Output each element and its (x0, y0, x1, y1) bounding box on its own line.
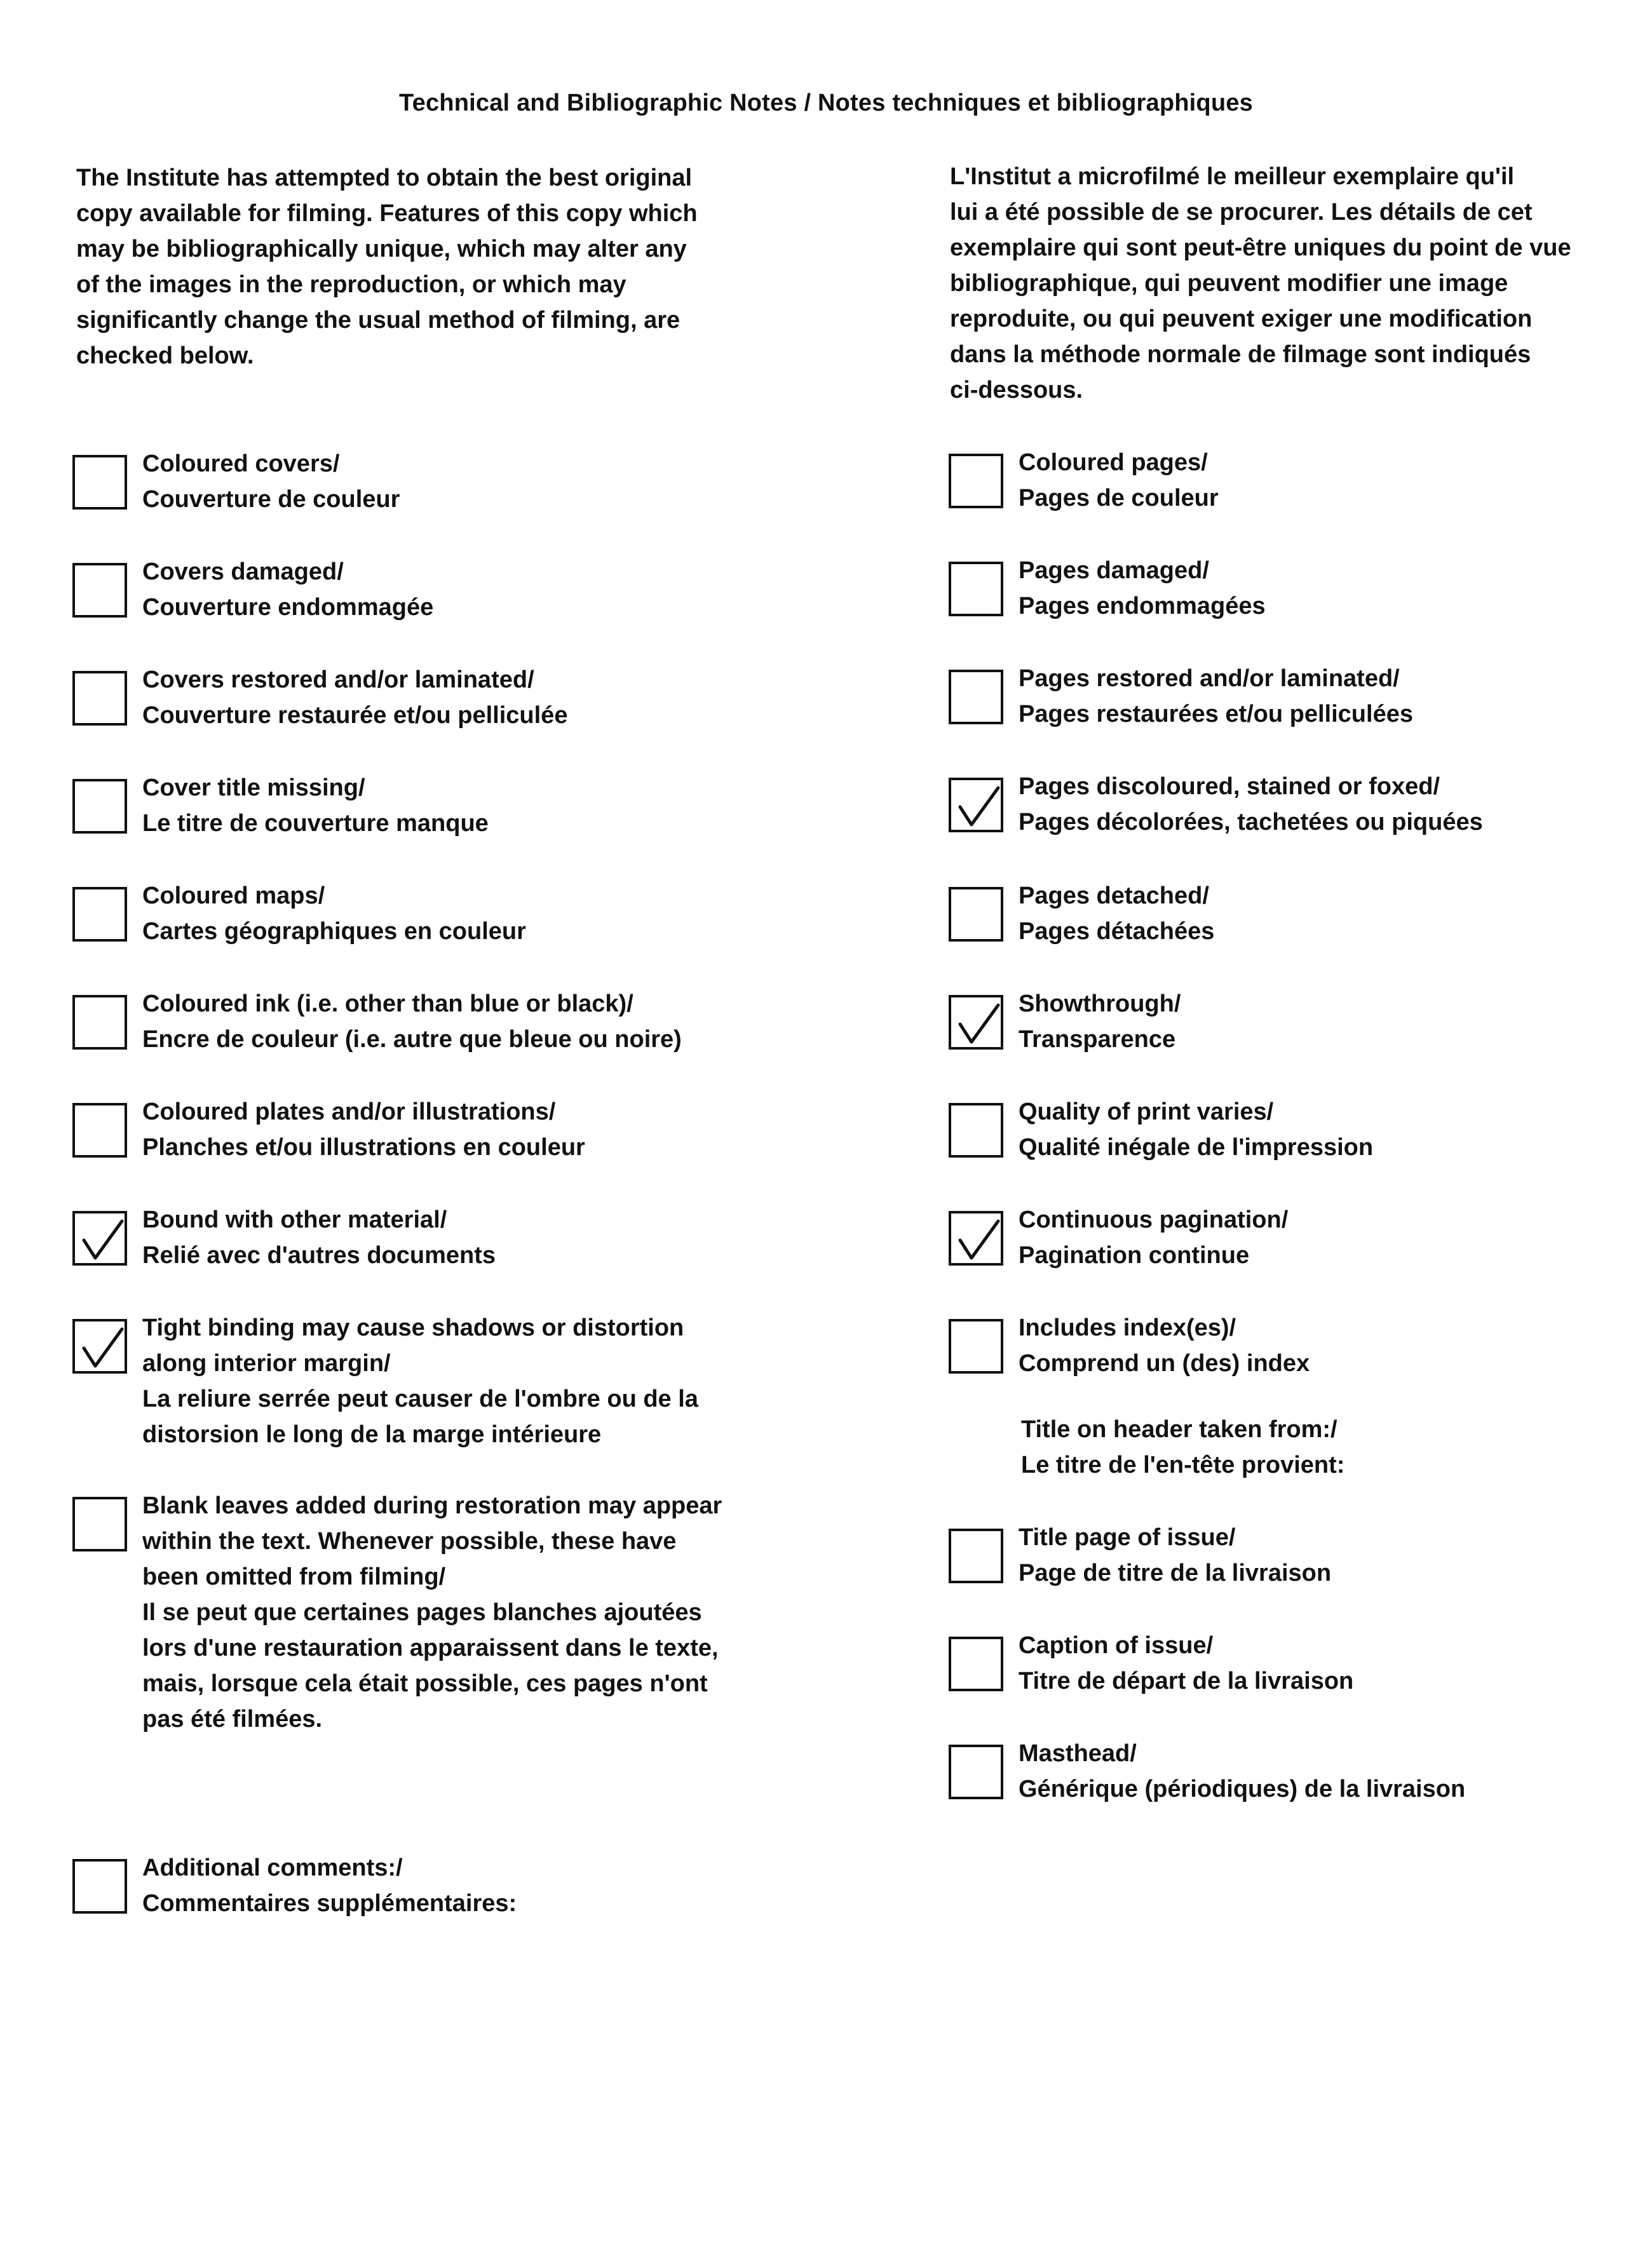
checklist-label-line: within the text. Whenever possible, these have (142, 1528, 677, 1555)
checklist-label-line: distorsion le long de la marge intérieure (142, 1421, 602, 1448)
checklist-label-line: Pages damaged/ (1019, 557, 1209, 584)
header-note-line: Title on header taken from:/ (1021, 1416, 1337, 1443)
checkmark-icon (955, 1217, 1002, 1264)
checklist-label (142, 1202, 496, 1273)
checklist-label-line: Bound with other material/ (142, 1206, 447, 1233)
checklist-label (1019, 1628, 1353, 1699)
checklist-label-line: Pages discoloured, stained or foxed/ (1019, 773, 1440, 800)
checklist-label (142, 554, 433, 625)
checklist-label (1019, 1202, 1288, 1273)
checklist-label (142, 878, 526, 949)
checklist-label (1019, 769, 1483, 840)
checklist-label-line: Showthrough/ (1019, 990, 1181, 1017)
checked-checkbox[interactable] (949, 778, 1003, 832)
checklist-label-line: Couverture restaurée et/ou pelliculée (142, 702, 568, 729)
checkbox[interactable] (949, 1529, 1003, 1583)
checkbox[interactable] (949, 670, 1003, 724)
checklist-label-line: Covers damaged/ (142, 558, 344, 585)
checklist-label (1019, 1310, 1310, 1381)
checklist-label (142, 1488, 722, 1737)
checklist-label-line: Coloured ink (i.e. other than blue or black)/ (142, 990, 633, 1017)
checklist-label-line: Pages de couleur (1019, 485, 1219, 511)
checklist-label (1019, 661, 1413, 732)
checklist-label-line: Il se peut que certaines pages blanches ajoutées (142, 1599, 702, 1626)
checklist-label (142, 446, 400, 517)
page-title: Technical and Bibliographic Notes / Notes techniques et bibliographiques (399, 90, 1253, 116)
checklist-label-line: Pages décolorées, tachetées ou piquées (1019, 809, 1483, 835)
checklist-label (142, 1310, 698, 1452)
checklist-label-line: Pages détachées (1019, 918, 1215, 945)
checklist-label-line: Coloured covers/ (142, 450, 340, 477)
checklist-label-line: Includes index(es)/ (1019, 1315, 1236, 1341)
intro-line: The Institute has attempted to obtain the best original (76, 165, 693, 191)
checklist-label-line: Coloured pages/ (1019, 449, 1208, 476)
checked-checkbox[interactable] (72, 1319, 127, 1374)
intro-line: of the images in the reproduction, or which may (76, 271, 626, 298)
checklist-label-line: Encre de couleur (i.e. autre que bleue ou noire) (142, 1026, 682, 1053)
intro-line: copy available for filming. Features of this copy which (76, 200, 698, 227)
checklist-label-line: Title page of issue/ (1019, 1524, 1236, 1551)
checklist-label-line: Pages restaurées et/ou pelliculées (1019, 701, 1413, 727)
checklist-label-line: Caption of issue/ (1019, 1632, 1214, 1659)
checkbox[interactable] (949, 1319, 1003, 1374)
checkmark-icon (955, 784, 1002, 831)
intro-line: bibliographique, qui peuvent modifier une image (950, 270, 1508, 297)
checklist-label-line: along interior margin/ (142, 1350, 391, 1377)
checkbox[interactable] (72, 995, 127, 1050)
header-note-line: Le titre de l'en-tête provient: (1021, 1452, 1345, 1478)
checklist-label (142, 1094, 585, 1165)
checklist-label (1019, 553, 1266, 624)
checkbox[interactable] (949, 1637, 1003, 1691)
checklist-label-line: Pages detached/ (1019, 882, 1209, 909)
checklist-label-line: Titre de départ de la livraison (1019, 1668, 1354, 1694)
checklist-label-line: Blank leaves added during restoration may appear (142, 1492, 722, 1519)
checkbox[interactable] (72, 887, 127, 942)
checklist-label-line: Comprend un (des) index (1019, 1350, 1310, 1377)
checklist-label-line: lors d'une restauration apparaissent dans le texte, (142, 1635, 719, 1661)
checklist-label-line: Coloured plates and/or illustrations/ (142, 1098, 556, 1125)
checklist-label-line: Page de titre de la livraison (1019, 1560, 1332, 1586)
checklist-label-line: Le titre de couverture manque (142, 810, 489, 837)
checklist-label-line: Continuous pagination/ (1019, 1206, 1289, 1233)
checkbox[interactable] (72, 779, 127, 834)
checklist-label-line: Masthead/ (1019, 1740, 1137, 1767)
checklist-label-line: mais, lorsque cela était possible, ces pages n'ont (142, 1670, 708, 1697)
intro-line: lui a été possible de se procurer. Les détails de cet (950, 199, 1533, 226)
intro-line: significantly change the usual method of filming, are (76, 307, 680, 334)
checklist-label-line: Transparence (1019, 1026, 1176, 1053)
checkbox[interactable] (72, 671, 127, 726)
checkbox[interactable] (72, 1497, 127, 1551)
checklist-label-line: La reliure serrée peut causer de l'ombre ou de la (142, 1386, 698, 1412)
checklist-label (1019, 1520, 1331, 1591)
intro-line: ci-dessous. (950, 377, 1083, 403)
checked-checkbox[interactable] (72, 1211, 127, 1266)
checkbox[interactable] (72, 455, 127, 510)
checklist-label-line: Cover title missing/ (142, 774, 365, 801)
checklist-label-line: Commentaires supplémentaires: (142, 1890, 517, 1917)
checkbox[interactable] (72, 1859, 127, 1914)
checklist-label-line: been omitted from filming/ (142, 1564, 446, 1590)
checklist-label-line: Tight binding may cause shadows or distortion (142, 1315, 684, 1341)
checklist-label (142, 1850, 517, 1921)
checklist-label-line: Pagination continue (1019, 1242, 1250, 1269)
checklist-label-line: Couverture de couleur (142, 486, 400, 513)
checkbox[interactable] (72, 563, 127, 618)
checklist-label-line: Relié avec d'autres documents (142, 1242, 496, 1269)
intro-line: exemplaire qui sont peut-être uniques du point de vue (950, 234, 1571, 261)
checklist-label-line: Covers restored and/or laminated/ (142, 666, 534, 693)
checklist-label (1019, 1094, 1373, 1165)
checkmark-icon (79, 1325, 126, 1372)
checklist-label-line: Planches et/ou illustrations en couleur (142, 1134, 585, 1161)
checklist-label (1019, 445, 1219, 516)
checklist-label (142, 662, 567, 733)
checklist-label-line: Quality of print varies/ (1019, 1098, 1274, 1125)
checked-checkbox[interactable] (949, 995, 1003, 1050)
checkbox[interactable] (949, 454, 1003, 508)
checkbox[interactable] (949, 887, 1003, 942)
checklist-label-line: Pages endommagées (1019, 593, 1266, 619)
checklist-label (1019, 1736, 1465, 1807)
checklist-label (142, 770, 489, 841)
checkbox[interactable] (949, 1103, 1003, 1158)
checklist-label (1019, 878, 1214, 949)
intro-line: reproduite, ou qui peuvent exiger une modification (950, 306, 1533, 332)
intro-french (950, 159, 1623, 408)
checkbox[interactable] (949, 562, 1003, 616)
checklist-label-line: Pages restored and/or laminated/ (1019, 665, 1400, 692)
intro-line: may be bibliographically unique, which may alter any (76, 236, 687, 262)
intro-line: L'Institut a microfilmé le meilleur exemplaire qu'il (950, 163, 1515, 190)
checklist-label-line: Cartes géographiques en couleur (142, 918, 526, 945)
checklist-label-line: Additional comments:/ (142, 1855, 403, 1881)
checkbox[interactable] (949, 1745, 1003, 1799)
checklist-label-line: Couverture endommagée (142, 594, 434, 621)
checklist-label-line: pas été filmées. (142, 1706, 323, 1733)
checklist-label (142, 986, 682, 1057)
intro-line: checked below. (76, 342, 254, 369)
checklist-label-line: Coloured maps/ (142, 882, 325, 909)
intro-english (76, 160, 775, 374)
checkmark-icon (79, 1217, 126, 1264)
checklist-label (1019, 986, 1181, 1057)
checkbox[interactable] (72, 1103, 127, 1158)
checkmark-icon (955, 1001, 1002, 1048)
checked-checkbox[interactable] (949, 1211, 1003, 1266)
intro-line: dans la méthode normale de filmage sont indiqués (950, 341, 1531, 368)
checklist-label-line: Qualité inégale de l'impression (1019, 1134, 1374, 1161)
header-note (1021, 1412, 1344, 1483)
checklist-label-line: Générique (périodiques) de la livraison (1019, 1776, 1466, 1802)
